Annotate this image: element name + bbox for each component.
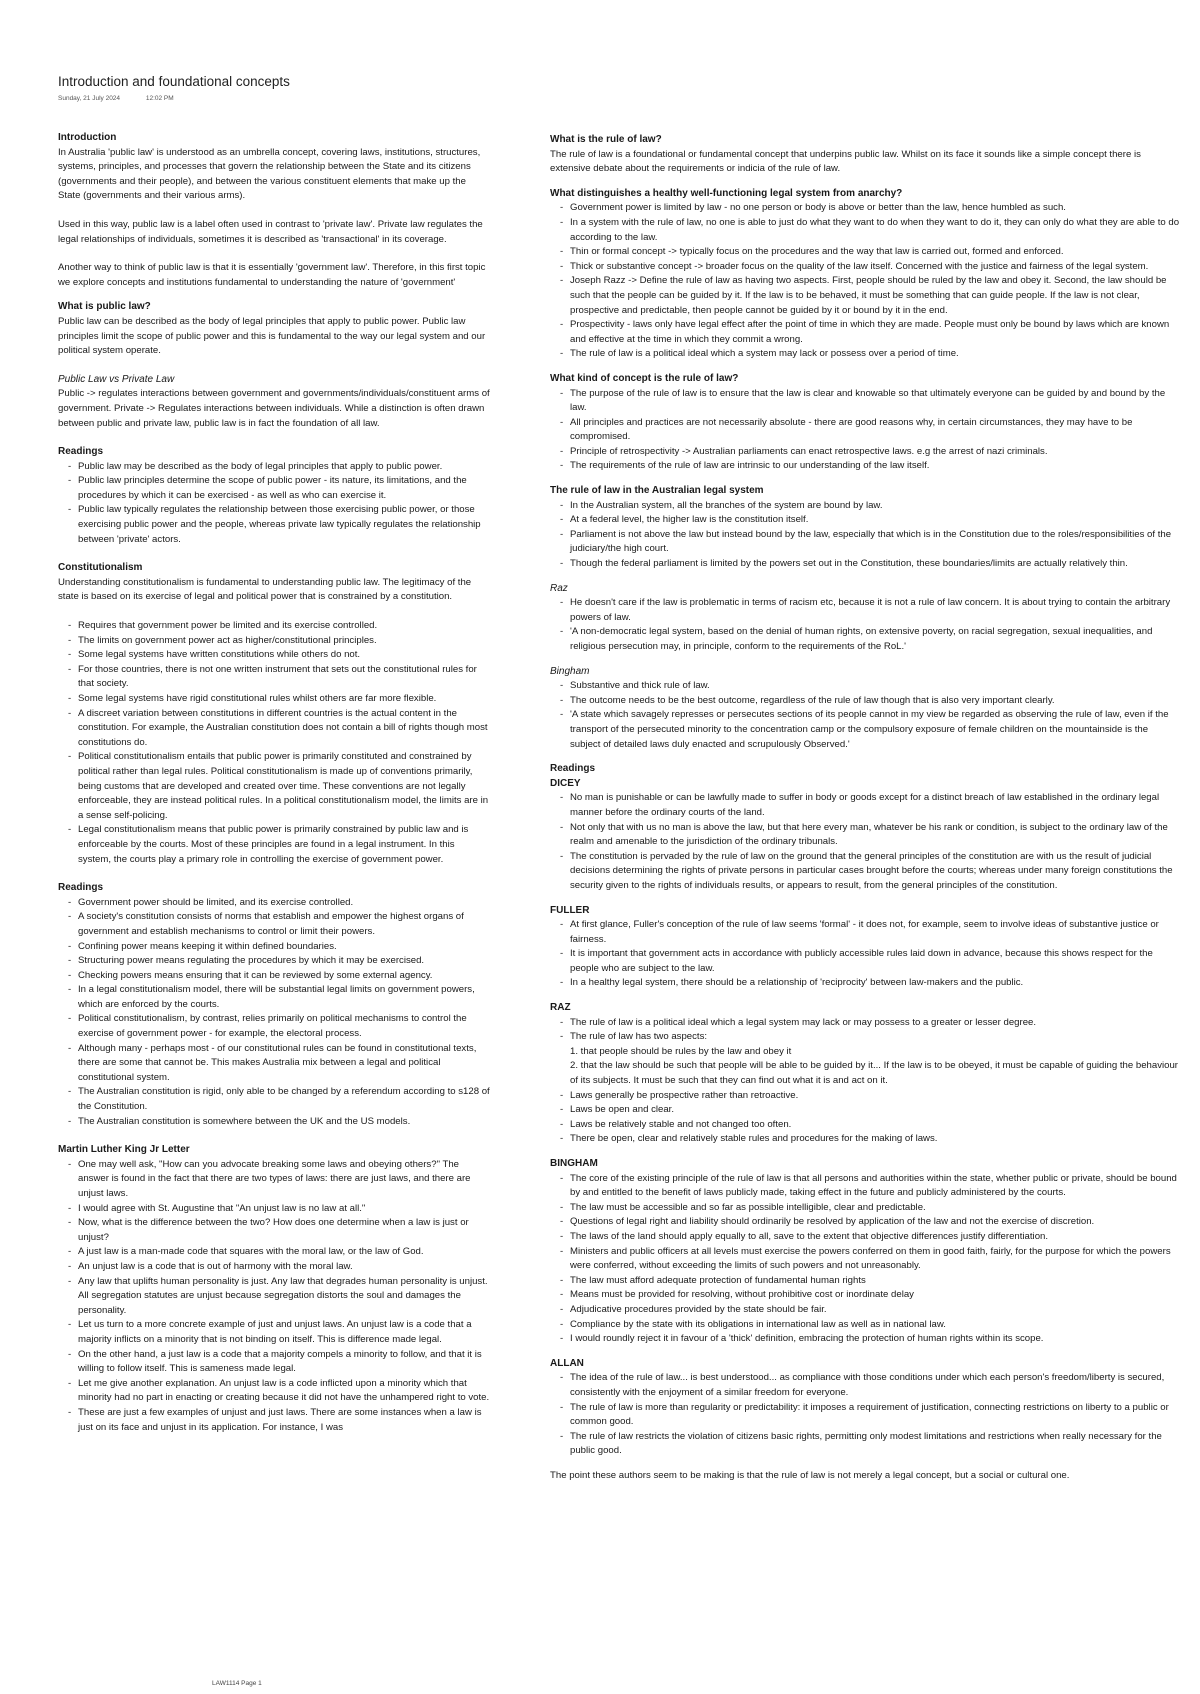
list-item: - The law must afford adequate protection of fundamental human rights [570, 1274, 1180, 1289]
bullet-list [550, 201, 1180, 362]
paragraph: In Australia 'public law' is understood as an umbrella concept, covering laws, institutions, structures, systems, principles, and processes that govern the relationship between the State and its citizens (governments and their people), and between the various constituent elements that make up the State (governments and their various arms). [58, 146, 481, 202]
list-item: - Government power should be limited, and its exercise controlled. [78, 896, 490, 911]
list-item: - Laws be open and clear. [570, 1103, 1180, 1118]
list-item: - Public law typically regulates the relationship between those exercising public power, or those exercising public power and the people, whereas private law typically regulates the relationship between 'private' actors. [78, 503, 490, 547]
list-item: - In a legal constitutionalism model, there will be substantial legal limits on government powers, which are enforced by the courts. [78, 983, 490, 1012]
paragraph: Another way to think of public law is that it is essentially 'government law'. Therefore, in this first topic we explore concepts and institutions fundamental to understanding the nature of 'government' [58, 262, 486, 288]
bullet-list [550, 596, 1180, 654]
list-item: - Questions of legal right and liability should ordinarily be resolved by application of the law and not the exercise of discretion. [570, 1215, 1180, 1230]
list-item: - I would agree with St. Augustine that "An unjust law is no law at all." [78, 1202, 490, 1217]
list-item: - Political constitutionalism, by contrast, relies primarily on political mechanisms to control the exercise of government power - for example, the electoral process. [78, 1012, 490, 1041]
list-item: - In a system with the rule of law, no one is able to just do what they want to do when they want to do it, they can only do what they are able to do according to the law. [570, 216, 1180, 245]
author-heading: DICEY [550, 777, 581, 789]
list-item: - The Australian constitution is somewhere between the UK and the US models. [78, 1115, 490, 1130]
right-column [550, 133, 1180, 1483]
page-title: Introduction and foundational concepts [58, 74, 290, 89]
author-heading: ALLAN [550, 1357, 584, 1369]
list-item: - The rule of law has two aspects: [570, 1030, 1180, 1045]
list-item: - Substantive and thick rule of law. [570, 679, 1180, 694]
page-footer: LAW1114 Page 1 [212, 1680, 262, 1687]
list-item: - There be open, clear and relatively stable rules and procedures for the making of laws. [570, 1132, 1180, 1147]
list-item: - No man is punishable or can be lawfully made to suffer in body or goods except for a distinct breach of law established in the ordinary legal manner before the ordinary courts of the land. [570, 791, 1180, 820]
bullet-list [550, 918, 1180, 991]
time-text: 12:02 PM [145, 95, 174, 102]
paragraph: Used in this way, public law is a label often used in contrast to 'private law'. Private law regulates the legal relationships of individuals, sometimes it is described as 'transactional' in its coverage. [58, 218, 483, 245]
section-heading: What is the rule of law? [550, 134, 662, 145]
list-item: - The constitution is pervaded by the rule of law on the ground that the general principles of the constitution are with us the result of judicial decisions determining the rights of private persons in particular cases brought before the courts; whereas under many foreign constitutions the security given to the rights of individuals results, or appears to result, from the general principles of the constitution. [570, 850, 1180, 894]
list-item: - Checking powers means ensuring that it can be reviewed by some external agency. [78, 969, 490, 984]
bullet-list [58, 1158, 490, 1435]
list-item: - It is important that government acts in accordance with publicly accessible rules laid down in advance, because this shows respect for the people who are subject to the law. [570, 947, 1180, 976]
list-item: - Now, what is the difference between the two? How does one determine when a law is just or unjust? [78, 1216, 490, 1245]
list-item: - Principle of retrospectivity -> Australian parliaments can enact retrospective laws. e.g the arrest of nazi criminals. [570, 445, 1180, 460]
list-item: - Ministers and public officers at all levels must exercise the powers conferred on them in good faith, fairly, for the purpose for which the powers were conferred, without exceeding the limits of such powers and not unreasonably. [570, 1245, 1180, 1274]
bullet-list [58, 896, 490, 1130]
list-item: - Laws generally be prospective rather than retroactive. [570, 1089, 1180, 1104]
page-date [58, 95, 198, 102]
section-heading: What distinguishes a healthy well-functioning legal system from anarchy? [550, 187, 903, 199]
author-heading: BINGHAM [550, 1158, 598, 1169]
section-heading: Introduction [58, 132, 117, 143]
list-item: - The rule of law is a political ideal which a system may lack or possess over a period of time. [570, 347, 1180, 362]
list-item: - Public law principles determine the scope of public power - its nature, its limitations, and the procedures by which it can be exercised - as well as who can exercise it. [78, 474, 490, 503]
list-item: - Legal constitutionalism means that public power is primarily constrained by public law and is enforceable by the courts. Most of these principles are found in a legal instrument. In this system, the courts play a primary role in controlling the exercise of government power. [78, 823, 490, 867]
list-item: - Political constitutionalism entails that public power is primarily constituted and constrained by political rather than legal rules. Political constitutionalism is made up of conventions primarily, being customs that are developed and created over time. These conventions are not legally enforceable, they are instead political rules. In a political constitutionalism model, the limits are in a sense self-policing. [78, 750, 490, 823]
bullet-list [550, 679, 1180, 752]
bullet-list [550, 1371, 1180, 1459]
bullet-list [550, 387, 1180, 475]
list-item: - These are just a few examples of unjust and just laws. There are some instances when a law is just on its face and unjust in its application. For instance, I was [78, 1406, 490, 1435]
list-item: - A discreet variation between constitutions in different countries is the actual content in the constitution. For example, the Australian constitution does not contain a bill of rights though most constitutions do. [78, 707, 490, 751]
section-heading: Readings [550, 763, 596, 775]
list-item: - Some legal systems have written constitutions while others do not. [78, 648, 490, 663]
list-item: - He doesn't care if the law is problematic in terms of racism etc, because it is not a rule of law concern. It is about trying to contain the arbitrary powers of law. [570, 596, 1180, 625]
bullet-list [550, 1016, 1180, 1147]
section-heading: Readings [58, 446, 104, 458]
list-item: - For those countries, there is not one written instrument that sets out the constitutional rules for that society. [78, 663, 490, 692]
author-heading: FULLER [550, 904, 590, 916]
list-item: - Laws be relatively stable and not changed too often. [570, 1118, 1180, 1133]
section-heading: Martin Luther King Jr Letter [58, 1144, 190, 1156]
list-item: - In the Australian system, all the branches of the system are bound by law. [570, 499, 1180, 514]
list-item: - Structuring power means regulating the procedures by which it may be exercised. [78, 954, 490, 969]
list-item: - The rule of law restricts the violation of citizens basic rights, permitting only modest limitations and restrictions when really necessary for the public good. [570, 1430, 1180, 1459]
list-item: - Compliance by the state with its obligations in international law as well as in national law. [570, 1318, 1180, 1333]
bullet-list [550, 499, 1180, 572]
list-item: - Public law may be described as the body of legal principles that apply to public power. [78, 460, 490, 475]
list-item: - The outcome needs to be the best outcome, regardless of the rule of law though that is also very important clearly. [570, 694, 1180, 709]
list-item: - Let us turn to a more concrete example of just and unjust laws. An unjust law is a code that a majority inflicts on a minority that is not binding on itself. This is difference made legal. [78, 1318, 490, 1347]
section-heading: Readings [58, 882, 104, 894]
list-item: - The idea of the rule of law... is best understood... as compliance with those conditions under which each person's freedom/liberty is secured, consistently with the enjoyment of a similar freedom for everyone. [570, 1371, 1180, 1400]
list-item: - Let me give another explanation. An unjust law is a code inflicted upon a minority which that minority had no part in enacting or creating because it did not have the unhampered right to vote. [78, 1377, 490, 1406]
list-item: - 'A non-democratic legal system, based on the denial of human rights, on extensive poverty, on racial segregation, sexual inequalities, and religious persecution may, in principle, conform to the requirements of the RoL.' [570, 625, 1180, 654]
author-heading: RAZ [550, 1002, 571, 1014]
bullet-list [550, 1172, 1180, 1347]
list-item: - On the other hand, a just law is a code that a majority compels a minority to follow, and that it is willing to follow itself. This is sameness made legal. [78, 1348, 490, 1377]
list-item: - Thin or formal concept -> typically focus on the procedures and the way that law is carried out, formed and enforced. [570, 245, 1180, 260]
list-item: - A society's constitution consists of norms that establish and empower the highest organs of government and establish mechanisms to control or limit their powers. [78, 910, 490, 939]
list-item: - Although many - perhaps most - of our constitutional rules can be found in constitutional texts, there are some that cannot be. This makes Australia mix between a legal and political constitutional system. [78, 1042, 490, 1086]
section-heading: Bingham [550, 665, 590, 677]
list-item: - Joseph Razz -> Define the rule of law as having two aspects. First, people should be ruled by the law and obey it. Second, the law should be such that the people can be guided by it. If the law is to be behaved, it must be something that can guide people. If the law is not clear, prospective and predictable, then people cannot be guided by it or bound by it in the end. [570, 274, 1180, 318]
list-item: - Any law that uplifts human personality is just. Any law that degrades human personality is unjust. All segregation statutes are unjust because segregation distorts the soul and damages the personality. [78, 1275, 490, 1319]
left-column [58, 131, 490, 1435]
list-item: - The laws of the land should apply equally to all, save to the extent that objective differences justify differentiation. [570, 1230, 1180, 1245]
list-item: - Adjudicative procedures provided by the state should be fair. [570, 1303, 1180, 1318]
list-item: - The purpose of the rule of law is to ensure that the law is clear and knowable so that ultimately everyone can be guided by and bound by the law. [570, 387, 1180, 416]
list-item: - Means must be provided for resolving, without prohibitive cost or inordinate delay [570, 1288, 1180, 1303]
list-item: - I would roundly reject it in favour of a 'thick' definition, embracing the protection of human rights within its scope. [570, 1332, 1180, 1347]
list-item: - The law must be accessible and so far as possible intelligible, clear and predictable. [570, 1201, 1180, 1216]
list-item: - The limits on government power act as higher/constitutional principles. [78, 634, 490, 649]
list-item: - The rule of law is more than regularity or predictability: it imposes a requirement of justification, connecting restrictions on liberty to a public or common good. [570, 1401, 1180, 1430]
section-heading: What kind of concept is the rule of law? [550, 372, 739, 384]
bullet-list [58, 619, 490, 867]
list-item: - Thick or substantive concept -> broader focus on the quality of the law itself. Concerned with the justice and fairness of the legal system. [570, 260, 1180, 275]
list-item: - At a federal level, the higher law is the constitution itself. [570, 513, 1180, 528]
list-item: - The rule of law is a political ideal which a legal system may lack or may possess to a greater or lesser degree. [570, 1016, 1180, 1031]
list-item: - At first glance, Fuller's conception of the rule of law seems 'formal' - it does not, for example, seem to involve ideas of substantive justice or fairness. [570, 918, 1180, 947]
bullet-list [550, 791, 1180, 893]
closing-paragraph: The point these authors seem to be making is that the rule of law is not merely a legal concept, but a social or cultural one. [550, 1469, 1070, 1481]
list-item: - Government power is limited by law - no one person or body is above or better than the law, hence humbled as such. [570, 201, 1180, 216]
numbered-item: 2. that the law should be such that people will be able to be guided by it... If the law is to be obeyed, it must be capable of guiding the behaviour of its subjects. It must be such that they can find out what it is and act on it. [570, 1060, 1179, 1087]
list-item: - Though the federal parliament is limited by the powers set out in the Constitution, these boundaries/limits are actually relatively thin. [570, 557, 1180, 572]
paragraph: The rule of law is a foundational or fundamental concept that underpins public law. Whilst on its face it sounds like a simple concept there is extensive debate about the requirements or indicia of the rule of law. [550, 148, 1141, 175]
list-item: - The Australian constitution is rigid, only able to be changed by a referendum according to s128 of the Constitution. [78, 1085, 490, 1114]
section-heading: The rule of law in the Australian legal system [550, 485, 764, 497]
list-item: - Some legal systems have rigid constitutional rules whilst others are far more flexible. [78, 692, 490, 707]
list-item: - One may well ask, "How can you advocate breaking some laws and obeying others?" The answer is found in the fact that there are two types of laws: there are just laws, and there are unjust laws. [78, 1158, 490, 1202]
section-heading: What is public law? [58, 301, 151, 313]
list-item: - Confining power means keeping it within defined boundaries. [78, 940, 490, 955]
list-item: - The requirements of the rule of law are intrinsic to our understanding of the law itself. [570, 459, 1180, 474]
numbered-item: 1. that people should be rules by the law and obey it [570, 1045, 792, 1057]
bullet-list [58, 460, 490, 548]
section-heading: Raz [550, 582, 568, 594]
date-text: Sunday, 21 July 2024 [58, 95, 121, 102]
paragraph: Public law can be described as the body of legal principles that apply to public power. Public law principles limit the scope of public power and this is fundamental to the way our legal system and our political system operate. [58, 315, 486, 357]
list-item: - Prospectivity - laws only have legal effect after the point of time in which they are made. People must only be bound by laws which are known and effective at the time in which they commit a wrong. [570, 318, 1180, 347]
list-item: - Parliament is not above the law but instead bound by the law, especially that which is in the Constitution due to the roles/responsibilities of the judiciary/the high court. [570, 528, 1180, 557]
list-item: - All principles and practices are not necessarily absolute - there are good reasons why, in certain circumstances, they may have to be compromised. [570, 416, 1180, 445]
list-item: - 'A state which savagely represses or persecutes sections of its people cannot in my view be regarded as observing the rule of law, even if the transport of the persecuted minority to the concentration camp or the compulsory exposure of female children on the mountainside is the subject of detailed laws duly enacted and scrupulously Observed.' [570, 708, 1180, 752]
section-heading: Constitutionalism [58, 562, 143, 574]
list-item: - Not only that with us no man is above the law, but that here every man, whatever be his rank or condition, is subject to the ordinary law of the realm and amenable to the jurisdiction of the ordinary tribunals. [570, 821, 1180, 850]
section-heading: Public Law vs Private Law [58, 373, 175, 385]
list-item: - An unjust law is a code that is out of harmony with the moral law. [78, 1260, 490, 1275]
paragraph: Public -> regulates interactions between government and governments/individuals/constituent arms of government. Private -> Regulates interactions between individuals. While a distinction is often drawn between public and private law, public law is in fact the foundation of all law. [58, 388, 490, 429]
list-item: - The core of the existing principle of the rule of law is that all persons and authorities within the state, whether public or private, should be bound by and entitled to the benefit of laws publicly made, taking effect in the future and publicly administered by the courts. [570, 1172, 1180, 1201]
list-item: - Requires that government power be limited and its exercise controlled. [78, 619, 490, 634]
list-item: - In a healthy legal system, there should be a relationship of 'reciprocity' between law-makers and the public. [570, 976, 1180, 991]
paragraph: Understanding constitutionalism is fundamental to understanding public law. The legitimacy of the state is based on its exercise of legal and political power that is constrained by a constitution. [58, 576, 472, 603]
list-item: - A just law is a man-made code that squares with the moral law, or the law of God. [78, 1245, 490, 1260]
